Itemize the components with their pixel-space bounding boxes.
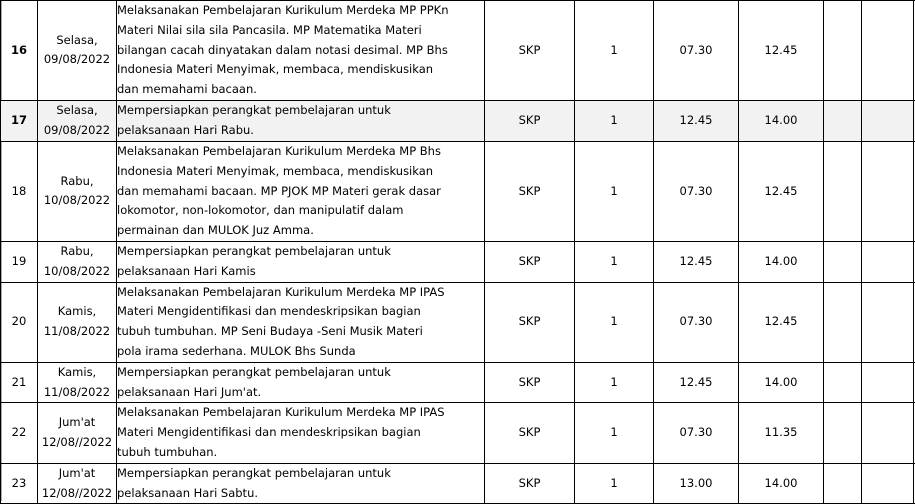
- date-label: 11/08/2022: [44, 324, 110, 338]
- category-cell[interactable]: SKP: [485, 100, 575, 141]
- empty-cell[interactable]: [862, 241, 914, 282]
- start-time-cell[interactable]: 07.30: [654, 282, 739, 362]
- category-cell[interactable]: SKP: [485, 1, 575, 101]
- table-row: [1, 241, 915, 282]
- activity-description[interactable]: Melaksanakan Pembelajaran Kurikulum Merdeka MP Bhs Indonesia Materi Menyimak, membaca, mendiskusikan dan memahami bacaan. MP PJOK MP Materi gerak dasar lokomotor, non-lokomotor, dan manipulatif dalam permainan dan MULOK Juz Amma.: [117, 141, 485, 241]
- date-label: 11/08/2022: [44, 385, 110, 399]
- start-time-cell[interactable]: 07.30: [654, 403, 739, 463]
- end-time-cell[interactable]: 14.00: [739, 100, 824, 141]
- category-cell[interactable]: SKP: [485, 241, 575, 282]
- table-row: [1, 282, 915, 362]
- day-label: Rabu,: [60, 174, 93, 188]
- table-row: [1, 1, 915, 101]
- quantity-cell[interactable]: 1: [575, 241, 654, 282]
- activity-description[interactable]: Mempersiapkan perangkat pembelajaran untuk pelaksanaan Hari Kamis: [117, 241, 485, 282]
- start-time-cell[interactable]: 07.30: [654, 141, 739, 241]
- category-cell[interactable]: SKP: [485, 282, 575, 362]
- day-label: Jum'at: [59, 466, 96, 480]
- activity-description[interactable]: Mempersiapkan perangkat pembelajaran untuk pelaksanaan Hari Rabu.: [117, 100, 485, 141]
- start-time-cell[interactable]: 07.30: [654, 1, 739, 101]
- day-label: Kamis,: [58, 304, 96, 318]
- empty-cell[interactable]: [862, 282, 914, 362]
- empty-cell[interactable]: [824, 463, 862, 504]
- activity-description[interactable]: Melaksanakan Pembelajaran Kurikulum Merdeka MP IPAS Materi Mengidentifikasi dan mendeskripsikan bagian tubuh tumbuhan. MP Seni Budaya -Seni Musik Materi pola irama sederhana. MULOK Bhs Sunda: [117, 282, 485, 362]
- date-label: 10/08/2022: [44, 264, 110, 278]
- end-time-cell[interactable]: 12.45: [739, 282, 824, 362]
- start-time-cell[interactable]: 12.45: [654, 241, 739, 282]
- date-cell[interactable]: [38, 141, 117, 241]
- date-cell[interactable]: [38, 241, 117, 282]
- quantity-cell[interactable]: 1: [575, 403, 654, 463]
- start-time-cell[interactable]: 13.00: [654, 463, 739, 504]
- date-cell[interactable]: [38, 403, 117, 463]
- empty-cell[interactable]: [862, 141, 914, 241]
- row-number[interactable]: 17: [1, 100, 38, 141]
- row-number[interactable]: 23: [1, 463, 38, 504]
- end-time-cell[interactable]: 12.45: [739, 1, 824, 101]
- day-label: Kamis,: [58, 365, 96, 379]
- empty-cell[interactable]: [824, 141, 862, 241]
- date-cell[interactable]: [38, 463, 117, 504]
- empty-cell[interactable]: [862, 100, 914, 141]
- quantity-cell[interactable]: 1: [575, 282, 654, 362]
- row-number[interactable]: 20: [1, 282, 38, 362]
- empty-cell[interactable]: [824, 362, 862, 403]
- empty-cell[interactable]: [824, 1, 862, 101]
- table-row: [1, 463, 915, 504]
- date-label: 12/08//2022: [42, 435, 112, 449]
- category-cell[interactable]: SKP: [485, 463, 575, 504]
- quantity-cell[interactable]: 1: [575, 362, 654, 403]
- row-number[interactable]: 22: [1, 403, 38, 463]
- date-cell[interactable]: [38, 362, 117, 403]
- quantity-cell[interactable]: 1: [575, 1, 654, 101]
- date-cell[interactable]: [38, 1, 117, 101]
- end-time-cell[interactable]: 14.00: [739, 241, 824, 282]
- day-label: Selasa,: [56, 33, 97, 47]
- end-time-cell[interactable]: 14.00: [739, 362, 824, 403]
- empty-cell[interactable]: [862, 463, 914, 504]
- date-label: 10/08/2022: [44, 193, 110, 207]
- quantity-cell[interactable]: 1: [575, 463, 654, 504]
- table-row: [1, 362, 915, 403]
- category-cell[interactable]: SKP: [485, 403, 575, 463]
- empty-cell[interactable]: [862, 403, 914, 463]
- date-label: 12/08//2022: [42, 486, 112, 500]
- empty-cell[interactable]: [824, 100, 862, 141]
- table-row: [1, 141, 915, 241]
- row-number[interactable]: 21: [1, 362, 38, 403]
- table-row: [1, 403, 915, 463]
- empty-cell[interactable]: [824, 282, 862, 362]
- row-number[interactable]: 18: [1, 141, 38, 241]
- empty-cell[interactable]: [862, 362, 914, 403]
- empty-cell[interactable]: [824, 241, 862, 282]
- row-number[interactable]: 19: [1, 241, 38, 282]
- date-cell[interactable]: [38, 100, 117, 141]
- row-number[interactable]: 16: [1, 1, 38, 101]
- quantity-cell[interactable]: 1: [575, 141, 654, 241]
- empty-cell[interactable]: [862, 1, 914, 101]
- activity-description[interactable]: Mempersiapkan perangkat pembelajaran untuk pelaksanaan Hari Sabtu.: [117, 463, 485, 504]
- activity-description[interactable]: Melaksanakan Pembelajaran Kurikulum Merdeka MP IPAS Materi Mengidentifikasi dan mendeskripsikan bagian tubuh tumbuhan.: [117, 403, 485, 463]
- category-cell[interactable]: SKP: [485, 141, 575, 241]
- date-cell[interactable]: [38, 282, 117, 362]
- date-label: 09/08/2022: [44, 123, 110, 137]
- activity-description[interactable]: Mempersiapkan perangkat pembelajaran untuk pelaksanaan Hari Jum'at.: [117, 362, 485, 403]
- start-time-cell[interactable]: 12.45: [654, 362, 739, 403]
- day-label: Selasa,: [56, 103, 97, 117]
- end-time-cell[interactable]: 14.00: [739, 463, 824, 504]
- day-label: Rabu,: [60, 244, 93, 258]
- table-row: [1, 100, 915, 141]
- date-label: 09/08/2022: [44, 52, 110, 66]
- end-time-cell[interactable]: 12.45: [739, 141, 824, 241]
- start-time-cell[interactable]: 12.45: [654, 100, 739, 141]
- quantity-cell[interactable]: 1: [575, 100, 654, 141]
- end-time-cell[interactable]: 11.35: [739, 403, 824, 463]
- category-cell[interactable]: SKP: [485, 362, 575, 403]
- activity-description[interactable]: Melaksanakan Pembelajaran Kurikulum Merdeka MP PPKn Materi Nilai sila sila Pancasila. MP Matematika Materi bilangan cacah dinyatakan dalam notasi desimal. MP Bhs Indonesia Materi Menyimak, membaca, mendiskusikan dan memahami bacaan.: [117, 1, 485, 101]
- day-label: Jum'at: [59, 415, 96, 429]
- empty-cell[interactable]: [824, 403, 862, 463]
